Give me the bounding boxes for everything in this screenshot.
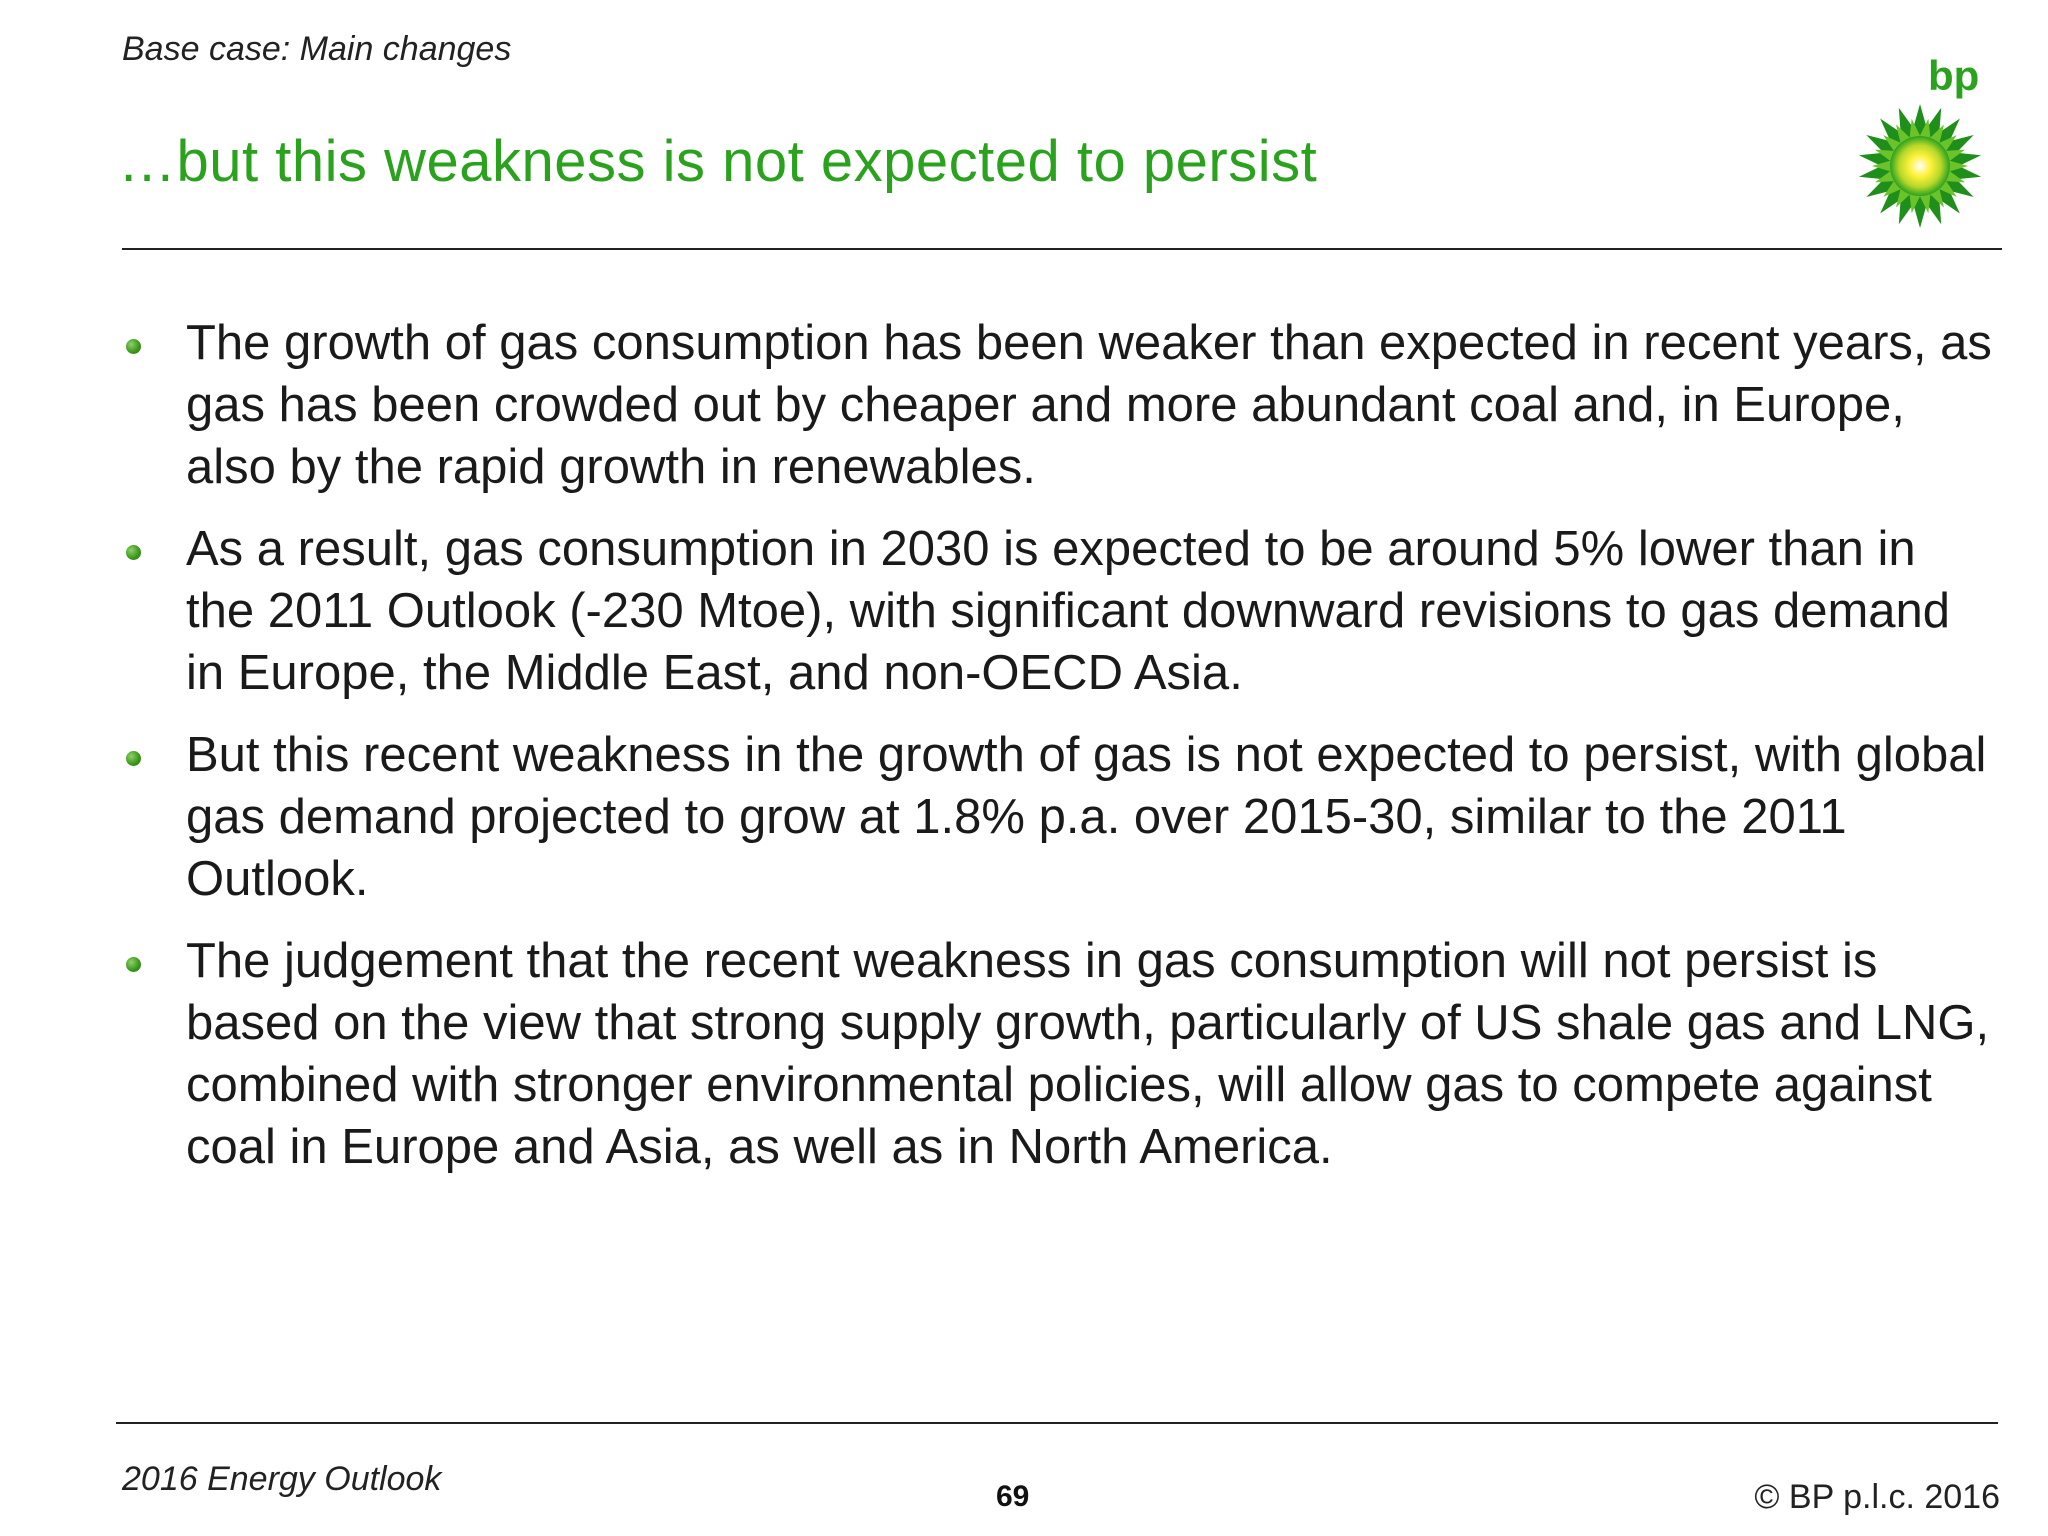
bullet-dot-icon <box>126 957 141 972</box>
page-number: 69 <box>996 1480 1030 1513</box>
section-label: Base case: Main changes <box>122 30 512 68</box>
footer-divider <box>116 1422 1998 1424</box>
bullet-item <box>122 518 1992 704</box>
bullet-dot-icon <box>126 751 141 766</box>
bullet-text: The judgement that the recent weakness in gas consumption will not persist is based on the view that strong supply growth, particularly of US shale gas and LNG, combined with stronger environmental policies, will allow gas to compete against coal in Europe and Asia, as well as in North America. <box>186 934 1990 1174</box>
bullet-list <box>122 312 1992 1198</box>
bullet-text: As a result, gas consumption in 2030 is expected to be around 5% lower than in the 2011 Outlook (-230 Mtoe), with significant downward revisions to gas demand in Europe, the Middle East, and non-OECD Asia. <box>186 522 1951 700</box>
bullet-item <box>122 724 1992 910</box>
bullet-item <box>122 312 1992 498</box>
logo-text: bp <box>1928 52 1980 99</box>
bullet-text: The growth of gas consumption has been weaker than expected in recent years, as gas has been crowded out by cheaper and more abundant coal and, in Europe, also by the rapid growth in renewables. <box>186 316 1992 494</box>
header-divider <box>122 248 2002 250</box>
bullet-text: But this recent weakness in the growth of gas is not expected to persist, with global gas demand projected to grow at 1.8% p.a. over 2015-30, similar to the 2011 Outlook. <box>186 728 1987 906</box>
footer-copyright: © BP p.l.c. 2016 <box>1754 1478 2000 1516</box>
helios-sun-icon <box>1856 102 1984 230</box>
bullet-dot-icon <box>126 545 141 560</box>
footer-publication: 2016 Energy Outlook <box>122 1460 442 1498</box>
slide-title: …but this weakness is not expected to persist <box>118 129 1318 194</box>
bp-logo <box>1856 52 1986 222</box>
bullet-item <box>122 930 1992 1178</box>
bullet-dot-icon <box>126 339 141 354</box>
